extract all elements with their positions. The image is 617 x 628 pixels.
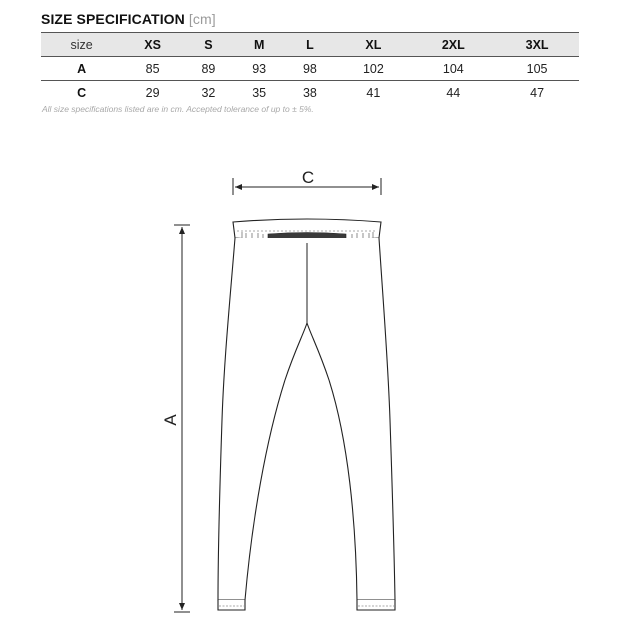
length-dimension — [161, 225, 190, 612]
table-cell: 102 — [335, 57, 411, 81]
size-header-xs: XS — [144, 37, 161, 52]
size-header-m: M — [253, 37, 265, 52]
right-cuff — [357, 600, 395, 610]
table-cell: 41 — [366, 85, 381, 100]
size-header-xl: XL — [365, 37, 382, 52]
table-cell: 93 — [234, 57, 285, 81]
title-unit: [cm] — [188, 11, 216, 27]
title-text: SIZE SPECIFICATION — [41, 11, 185, 27]
size-header-s: S — [204, 37, 213, 52]
table-cell: 35 — [252, 85, 267, 100]
size-header-2xl: 2XL — [441, 37, 465, 52]
table-cell: 98 — [285, 57, 336, 81]
width-label: C — [301, 168, 315, 187]
table-cell: 47 — [530, 85, 545, 100]
table-cell: 29 — [145, 85, 160, 100]
left-cuff — [218, 600, 245, 610]
table-cell: 38 — [302, 85, 317, 100]
row-label: A — [41, 57, 122, 81]
table-cell: 85 — [122, 57, 183, 81]
table-cell: 89 — [183, 57, 234, 81]
tolerance-note: All size specifications listed are in cm. Accepted tolerance of up to ± 5%. — [42, 104, 314, 114]
table-cell: 32 — [201, 85, 216, 100]
length-label: A — [161, 414, 180, 426]
size-corner-label: size — [70, 37, 93, 52]
table-cell: 105 — [495, 57, 579, 81]
size-header-3xl: 3XL — [525, 37, 549, 52]
size-header-l: L — [306, 37, 314, 52]
width-dimension — [233, 168, 381, 195]
table-cell: 104 — [411, 57, 495, 81]
leggings-outline — [218, 219, 395, 610]
table-cell: 44 — [446, 85, 461, 100]
row-label: C — [77, 85, 87, 100]
